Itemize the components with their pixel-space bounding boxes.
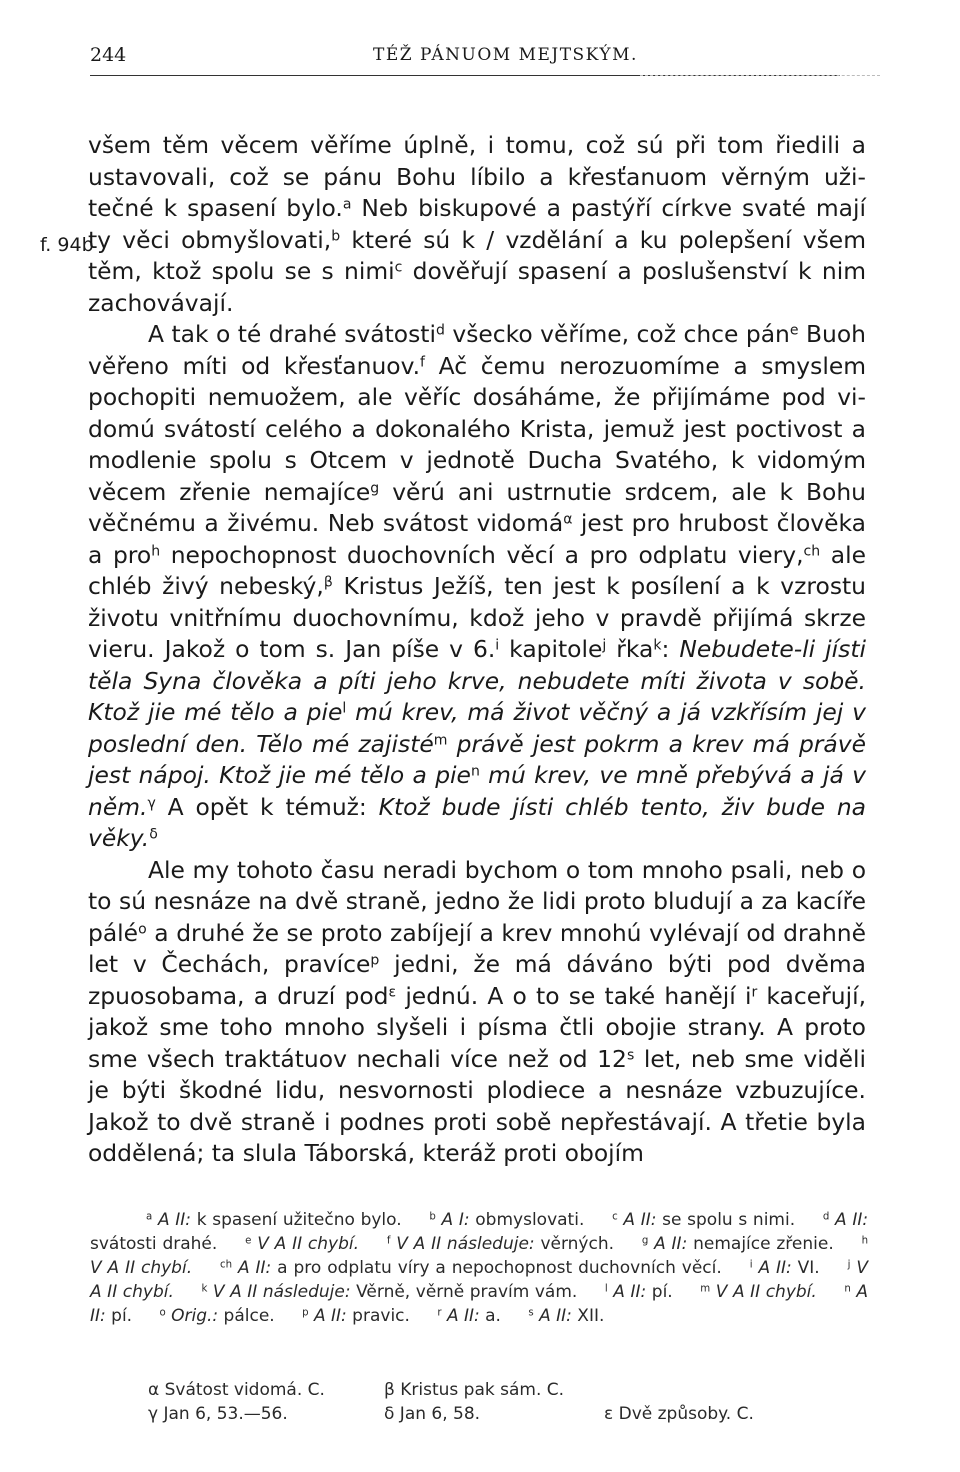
text-span: se spolu s nimi.	[656, 1210, 796, 1230]
footnote-mark: l	[604, 1283, 608, 1295]
footnote-mark: b	[331, 227, 341, 244]
text-span: životu vnitřnímu duochovnímu, kdož jeho v pravdě přijímá skrze	[88, 603, 866, 632]
text-span: a.	[479, 1306, 501, 1326]
footnote	[302, 1306, 410, 1326]
text-span: jísti těla Syna člověka a píti jeho krve, nebudete míti života	[88, 635, 866, 695]
main-text	[88, 130, 866, 1170]
text-span: těm, ktož spolu se s nimi	[88, 257, 395, 285]
footnote-mark: r	[437, 1307, 442, 1319]
text-span: všem těm věcem věříme úplně, i tomu, což sú při tom řiedili	[88, 131, 841, 159]
footnotes	[90, 1208, 868, 1328]
text-span: které sú k / vzdělání a ku polepšení všem	[340, 225, 866, 254]
text-span: věcem zřenie nemajíce	[88, 477, 371, 506]
footnote-mark: l	[342, 700, 347, 717]
text-span: V A II chybí.	[90, 1258, 868, 1302]
footnote	[384, 1402, 480, 1426]
text-span: A tak o té drahé svátosti	[148, 320, 436, 348]
footnote-mark: r	[751, 983, 758, 1000]
footnote	[605, 1282, 673, 1302]
text-span: i	[744, 981, 752, 1010]
text-span: Jan 6, 53.—56.	[158, 1404, 288, 1424]
text-span: řka	[606, 635, 654, 663]
text-span: od drahně let v Čechách, pravíce	[88, 918, 866, 978]
footnote-mark: m	[433, 731, 448, 748]
footnote	[700, 1282, 817, 1302]
text-span: V A II chybí.	[715, 1282, 817, 1302]
footnote	[437, 1306, 501, 1326]
text-span: ale	[820, 540, 866, 569]
text-span: věrú ani ustrnutie srdcem, ale k Bohu	[379, 477, 866, 506]
footnote-mark: a	[146, 1211, 153, 1223]
text-span: Kristus Ježíš, ten jest k posílení a k vzrostu	[332, 572, 866, 600]
text-span: V A II chybí.	[90, 1258, 193, 1278]
text-span: vieru. Jakož o tom s. Jan píše v 6.	[88, 635, 496, 663]
footnote	[146, 1210, 402, 1230]
footnote-mark: ε	[388, 983, 397, 1000]
text-span: neb sme viděli je býti škodné lidu, nesvornosti plodiece a nesnáze	[88, 1044, 867, 1104]
text-span: Orig.:	[171, 1306, 219, 1326]
footnote-mark: α	[563, 511, 573, 528]
footnote-mark: c	[612, 1211, 618, 1223]
text-span: A II:	[835, 1210, 869, 1230]
footnote	[642, 1234, 834, 1254]
text-span: Svátost vidomá. C.	[159, 1380, 325, 1400]
text-span: Jan 6, 58.	[394, 1404, 481, 1424]
text-span: ε	[604, 1404, 614, 1424]
footnote-mark: d	[822, 1211, 830, 1223]
text-span: kacíře pálé	[88, 887, 867, 947]
text-span: Kristus pak sám. C.	[394, 1380, 565, 1400]
text-span: strany. A proto sme všech traktátuov nechali více než od 12	[88, 1013, 866, 1073]
text-span: A II:	[237, 1258, 272, 1278]
footnote-mark: b	[429, 1211, 436, 1223]
text-span: chléb živý nebeský,	[88, 572, 324, 600]
text-span: nemajíce zřenie.	[687, 1234, 834, 1254]
text-span: pálce.	[218, 1306, 275, 1326]
text-span: Nebudete-li	[679, 635, 816, 663]
footnote	[528, 1306, 604, 1326]
text-span: věrných.	[534, 1234, 615, 1254]
footnote-row	[148, 1402, 868, 1426]
text-span: Ktož bude jísti	[378, 792, 554, 821]
footnote	[160, 1306, 275, 1326]
text-span: A II:	[623, 1210, 657, 1230]
footnote-mark: n	[470, 763, 480, 780]
text-span: jedni, že má dáváno býti pod	[379, 950, 772, 978]
footnote-row	[148, 1378, 868, 1402]
footnote-mark: a	[342, 196, 352, 213]
footnote-mark: i	[749, 1259, 753, 1271]
text-span: a krev má právě jest nápoj. Ktož jie mé tělo a pie	[88, 729, 866, 789]
footnote	[387, 1234, 614, 1254]
text-span: A II:	[613, 1282, 647, 1302]
text-span: obmyslovati.	[469, 1210, 585, 1230]
text-paragraph	[88, 855, 866, 1170]
text-span: A opět k témuž:	[155, 792, 379, 821]
text-span: právě jest pokrm	[447, 729, 660, 758]
text-span: kapitole	[499, 635, 603, 663]
text-span: A II:	[654, 1234, 688, 1254]
text-span: dověřují spasení a poslušenství k nim	[402, 257, 866, 285]
footnote-mark: s	[626, 1046, 635, 1063]
text-span: věčnému a živému. Neb svátost vidomá	[88, 509, 564, 537]
footnote	[245, 1234, 359, 1254]
text-span: všecko věříme, což chce pán	[444, 320, 790, 348]
footnote-mark: m	[700, 1283, 711, 1295]
text-span: pravic.	[346, 1306, 410, 1326]
text-span: let,	[634, 1044, 682, 1073]
footnote-mark: β	[323, 574, 333, 591]
footnote-mark: i	[495, 637, 500, 654]
text-span: Věrně, věrně pravím vám.	[350, 1282, 578, 1302]
footnote	[750, 1258, 820, 1278]
folio-margin-note: f. 94b	[40, 234, 94, 256]
footnote-mark: f	[420, 353, 425, 370]
text-span: jest pro hrubost člověka	[572, 509, 867, 537]
footnote	[384, 1378, 564, 1402]
footnote-mark: j	[847, 1259, 851, 1271]
footnote-mark: g	[370, 479, 380, 496]
footnote-mark: o	[159, 1307, 166, 1319]
text-span: pochopiti nemuožem, ale věříc dosáháme, že přijímáme pod vi-	[88, 383, 866, 411]
footnote	[604, 1402, 754, 1426]
text-span: Buoh věřeno míti od křesťanuov.	[88, 320, 866, 380]
text-span: pí.	[105, 1306, 133, 1326]
footnote-mark: e	[789, 322, 799, 339]
footnote	[429, 1210, 584, 1230]
text-span: A II:	[90, 1282, 869, 1326]
text-span: domú svátostí celého a dokonalého Krista, jemuž jest poctivost	[88, 414, 843, 443]
text-paragraph	[88, 319, 866, 855]
text-span: Neb biskupové a pastýří církve svaté mají	[351, 194, 867, 222]
running-head: TÉŽ PÁNUOM MEJTSKÝM.	[373, 45, 638, 65]
text-span: v sobě. Ktož jie mé tělo a pie	[88, 666, 866, 726]
text-span: tečné k spasení bylo.	[88, 194, 343, 222]
footnote-mark: e	[245, 1235, 252, 1247]
text-span: chléb tento, živ bude na věky.	[88, 792, 867, 852]
footnote	[148, 1378, 325, 1402]
text-span: o to sú nesnáze na dvě straně, jedno že lidi proto bludují a za	[88, 855, 866, 915]
footnote-mark: o	[138, 920, 147, 937]
text-span: Ale my tohoto času neradi bychom o tom mnoho psali, neb	[148, 855, 845, 884]
text-span: V A II následuje:	[212, 1282, 351, 1302]
text-span: ty věci obmyšlovati,	[88, 225, 332, 254]
text-span: A II:	[446, 1306, 480, 1326]
header-rule-faint	[640, 75, 880, 76]
text-span: A II:	[157, 1210, 192, 1230]
text-span: pí.	[646, 1282, 673, 1302]
text-span: V A II chybí.	[257, 1234, 360, 1254]
text-span: A II:	[758, 1258, 792, 1278]
text-span: VI.	[791, 1258, 820, 1278]
text-span: A II:	[539, 1306, 572, 1326]
footnote-mark: s	[528, 1307, 534, 1319]
footnote	[612, 1210, 795, 1230]
footnote-mark: ch	[220, 1259, 233, 1271]
text-span: Ač čemu nerozuomíme a smyslem	[425, 351, 867, 380]
footnote	[220, 1258, 722, 1278]
footnote-mark: ch	[803, 542, 821, 559]
footnote	[201, 1282, 577, 1302]
text-span: a druhé že se proto zabíjejí a krev mnohú vylévají	[146, 918, 739, 947]
footnote-mark: γ	[147, 794, 156, 811]
text-span: mú krev, má život věčný a já	[346, 698, 701, 726]
text-span: a modlenie spolu s Otcem v jednotě Ducha Svatého, k vidomým	[88, 414, 867, 474]
page-number: 244	[90, 44, 127, 66]
footnote-mark: p	[302, 1307, 309, 1319]
text-span: vzkřísím jej v poslední den. Tělo mé zajisté	[88, 698, 867, 758]
text-span: δ	[384, 1404, 395, 1424]
text-span: α	[148, 1380, 160, 1400]
footnote-mark: h	[151, 542, 161, 559]
text-span: kaceřují, jakož sme toho mnoho slyšeli i písma čtli obojie	[88, 981, 867, 1041]
text-span: a pro	[88, 540, 152, 569]
footnote-mark: k	[201, 1283, 208, 1295]
text-span: A třetie byla oddělená; ta slula Táborská, kteráž proti obojím	[88, 1107, 866, 1167]
footnote-mark: p	[370, 952, 380, 969]
footnote-mark: n	[844, 1283, 851, 1295]
footnote-mark: δ	[149, 826, 158, 843]
text-paragraph	[88, 130, 866, 319]
text-span: ve mně přebývá a já v něm.	[88, 761, 867, 821]
text-span: vzbuzujíce. Jakož to dvě straně i podnes proti sobě nepřestávají.	[88, 1076, 866, 1136]
text-span: :	[661, 635, 680, 663]
footnote-block	[90, 1208, 868, 1328]
footnote	[148, 1402, 288, 1426]
text-span: nepochopnost duochovních věcí a pro odplatu viery,	[160, 540, 804, 569]
text-span: zachovávají.	[88, 288, 234, 317]
footnote-mark: g	[641, 1235, 649, 1247]
footnote-mark: f	[386, 1235, 391, 1247]
greek-footnotes	[148, 1378, 868, 1426]
text-span: V A II následuje:	[396, 1234, 535, 1254]
text-span: β	[384, 1380, 395, 1400]
text-span: jednú. A o to se také hanějí	[396, 981, 736, 1010]
text-span: XII.	[571, 1306, 605, 1326]
footnote-mark: j	[602, 637, 607, 654]
footnote-mark: h	[861, 1235, 869, 1247]
text-span: k spasení užitečno bylo.	[191, 1210, 402, 1230]
text-span: dvěma zpuosobama, a druzí pod	[88, 950, 866, 1010]
text-span: a pro odplatu víry a nepochopnost duchovních věcí.	[271, 1258, 722, 1278]
text-span: mú krev,	[479, 761, 592, 789]
footnote-mark: k	[653, 637, 662, 654]
text-span: Dvě způsoby. C.	[613, 1404, 754, 1424]
page-header	[90, 44, 870, 74]
text-span: svátosti drahé.	[90, 1234, 218, 1254]
text-span: A II:	[313, 1306, 347, 1326]
text-span: γ	[148, 1404, 159, 1424]
text-span: A I:	[441, 1210, 470, 1230]
footnote-mark: d	[435, 322, 445, 339]
footnote-mark: c	[394, 259, 403, 276]
text-span: a ustavovali, což se pánu Bohu líbilo a křesťanuom věrným uži-	[88, 131, 866, 191]
